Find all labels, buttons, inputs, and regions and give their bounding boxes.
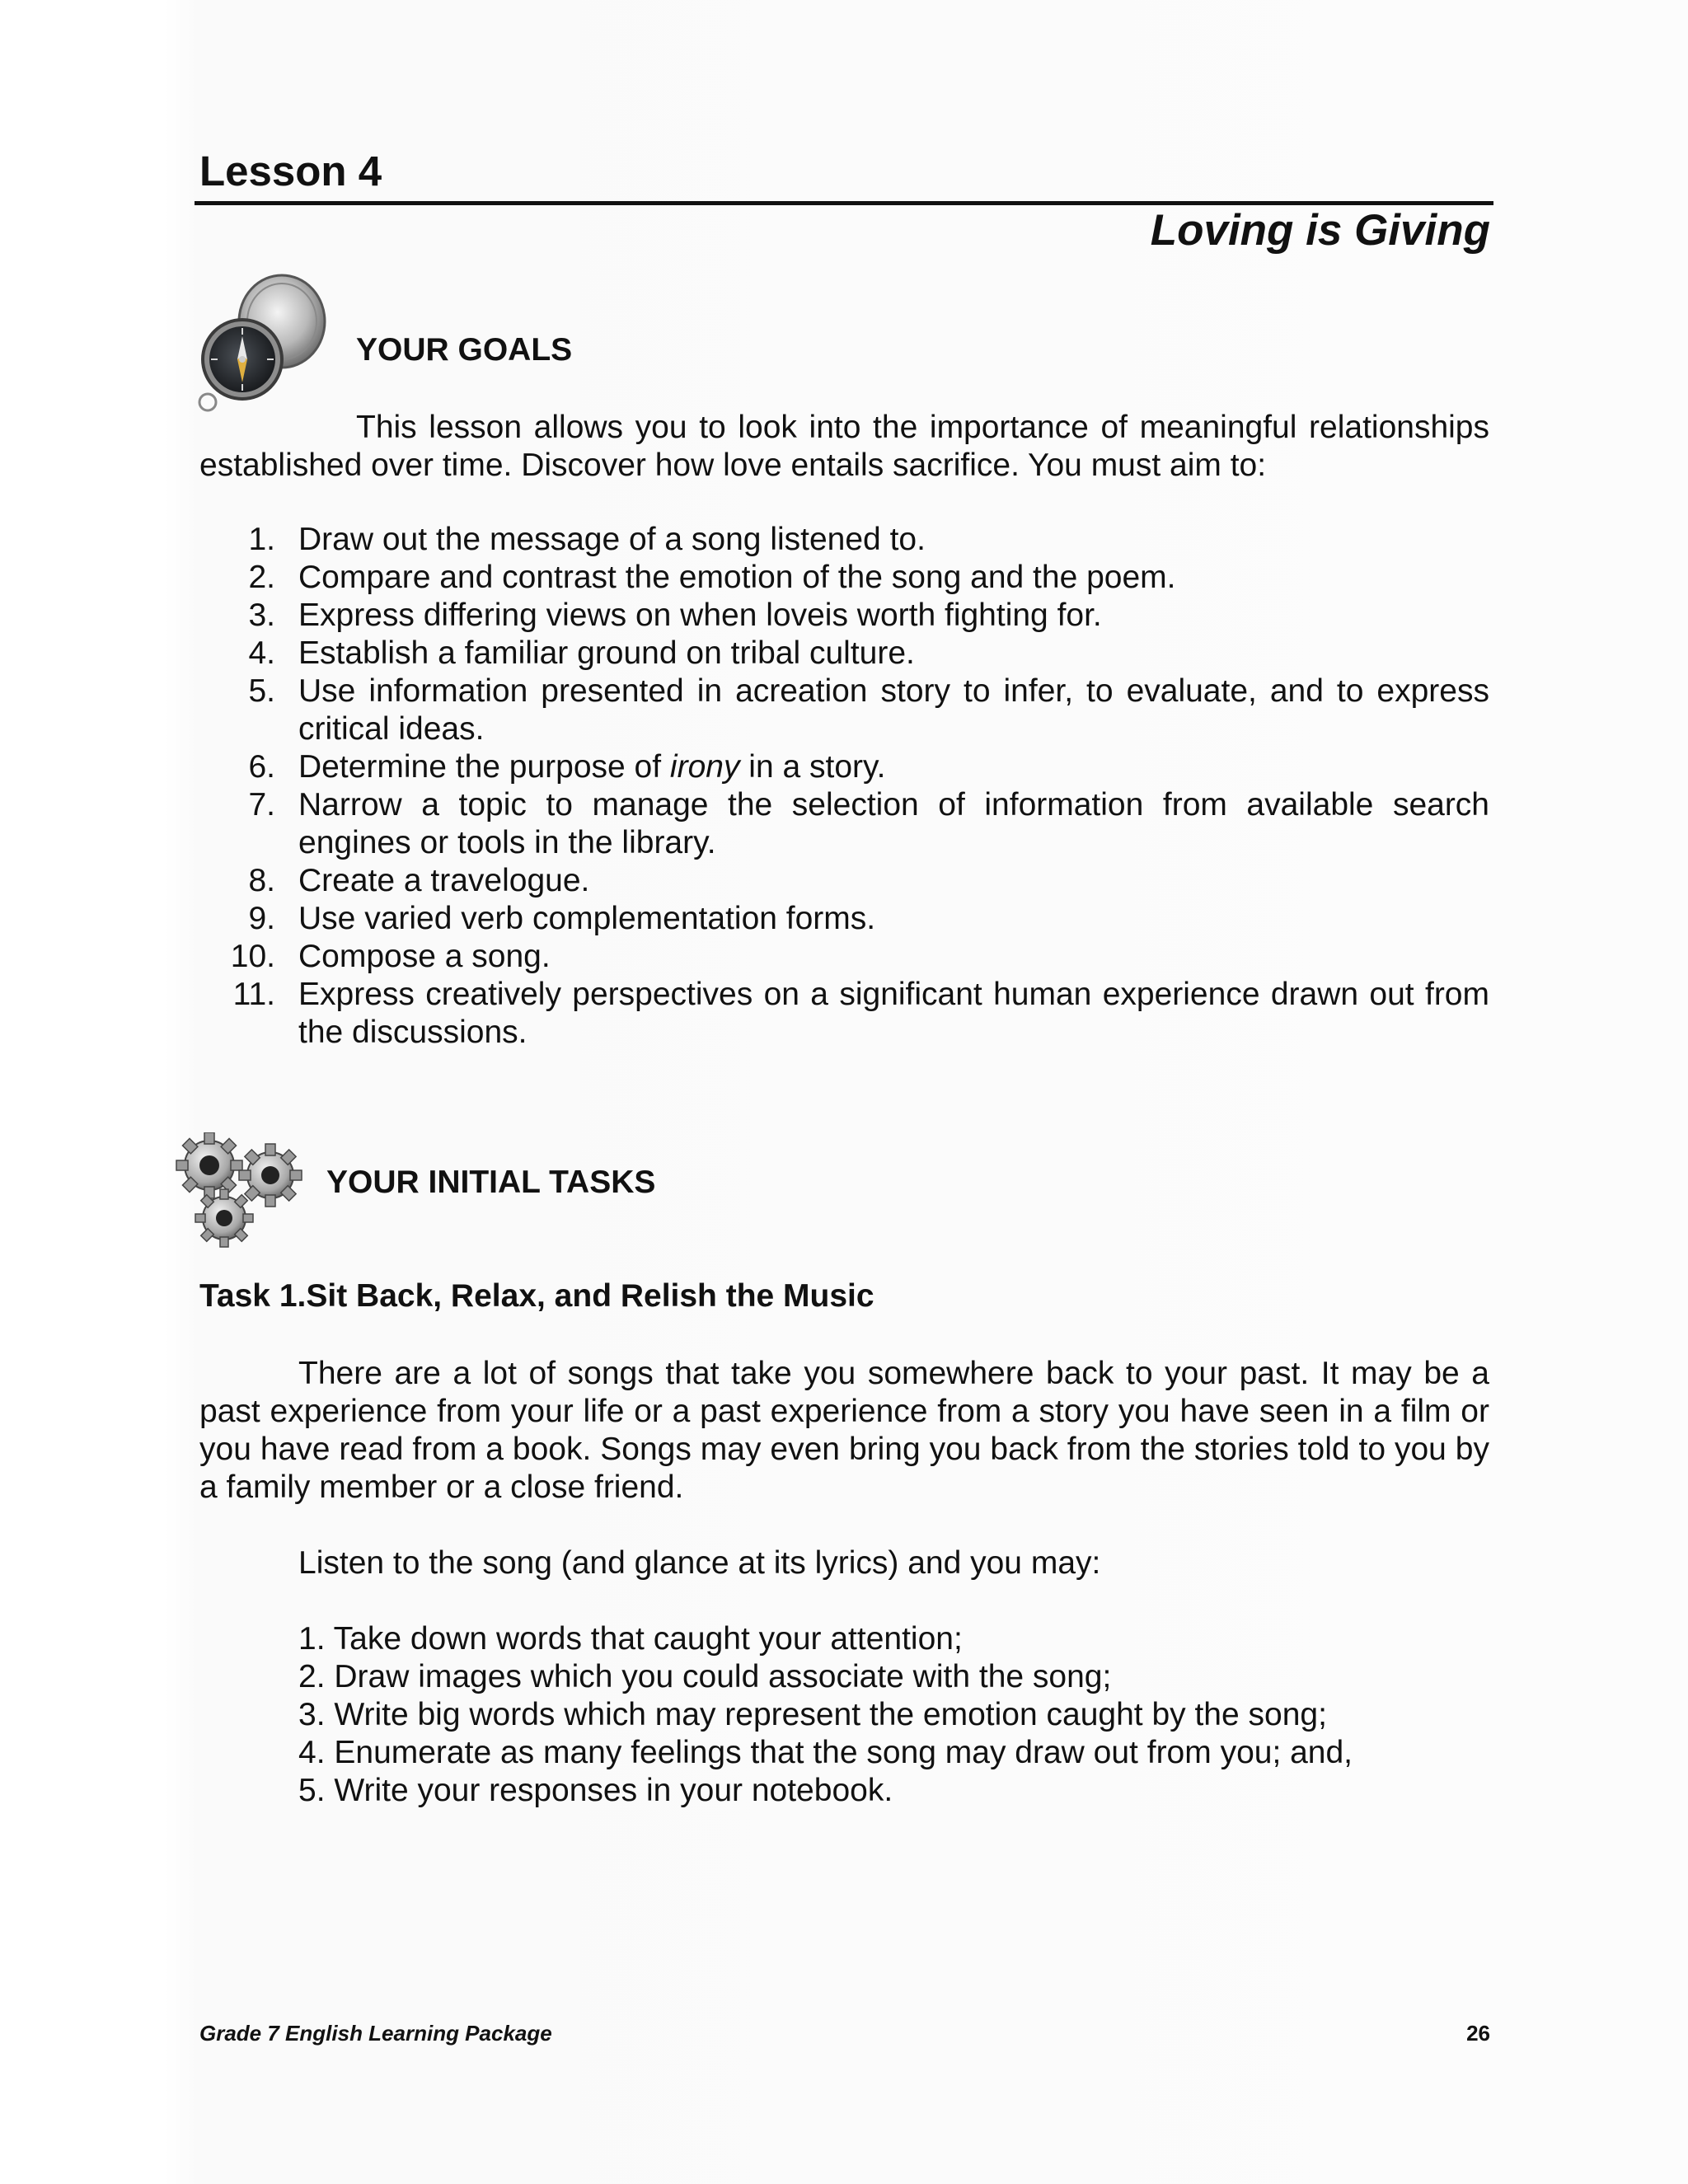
item-number: 4. bbox=[248, 635, 275, 671]
item-text: Narrow a topic to manage the selection of information from available search engines or tools in the library. bbox=[298, 787, 1489, 860]
list-item bbox=[199, 976, 1489, 1052]
gears-icon bbox=[173, 1132, 305, 1248]
list-item bbox=[199, 786, 1489, 862]
item-number: 9. bbox=[248, 901, 275, 936]
item-number: 6. bbox=[248, 749, 275, 785]
item-number: 10. bbox=[230, 939, 275, 974]
list-item bbox=[199, 748, 1489, 786]
compass-icon bbox=[191, 270, 340, 419]
task-title: Task 1.Sit Back, Relax, and Relish the Music bbox=[199, 1278, 874, 1314]
item-number: 2. bbox=[248, 560, 275, 595]
lesson-title: Loving is Giving bbox=[1150, 206, 1490, 255]
list-item bbox=[199, 862, 1489, 900]
list-item bbox=[199, 635, 1489, 673]
list-item: 3. Write big words which may represent the emotion caught by the song; bbox=[298, 1697, 1327, 1732]
lesson-number: Lesson 4 bbox=[199, 148, 382, 194]
item-text: in a story. bbox=[739, 749, 886, 785]
list-item bbox=[199, 597, 1489, 635]
task-paragraph-text: There are a lot of songs that take you somewhere back to your past. It may be a past experience from your life or a past experience from a story you have seen in a film or you have read from a book. Songs may even bring you back from the stories told to you by a family member or a close friend. bbox=[199, 1356, 1489, 1505]
item-text: Express differing views on when loveis worth fighting for. bbox=[298, 598, 1102, 633]
item-text: Draw out the message of a song listened to. bbox=[298, 522, 926, 557]
list-item: 4. Enumerate as many feelings that the song may draw out from you; and, bbox=[298, 1735, 1353, 1770]
goals-intro-text: This lesson allows you to look into the importance of meaningful relationships established over time. Discover how love entails sacrifice. You must aim to: bbox=[199, 410, 1489, 483]
item-text: Use information presented in acreation story to infer, to evaluate, and to express critical ideas. bbox=[298, 673, 1489, 747]
listen-instruction: Listen to the song (and glance at its lyrics) and you may: bbox=[298, 1545, 1101, 1581]
list-item: 1. Take down words that caught your attention; bbox=[298, 1621, 963, 1657]
list-item bbox=[199, 900, 1489, 938]
footer-title: Grade 7 English Learning Package bbox=[199, 2021, 552, 2046]
item-number: 8. bbox=[248, 863, 275, 898]
item-number: 7. bbox=[248, 787, 275, 823]
item-text: Express creatively perspectives on a significant human experience drawn out from the discussions. bbox=[298, 977, 1489, 1050]
list-item: 2. Draw images which you could associate with the song; bbox=[298, 1659, 1112, 1694]
list-item bbox=[199, 938, 1489, 976]
goals-heading: YOUR GOALS bbox=[356, 332, 573, 368]
item-text: Compose a song. bbox=[298, 939, 551, 974]
item-number: 3. bbox=[248, 598, 275, 633]
item-number: 11. bbox=[232, 977, 275, 1012]
item-text: Create a travelogue. bbox=[298, 863, 590, 898]
list-item bbox=[199, 673, 1489, 748]
item-text: Use varied verb complementation forms. bbox=[298, 901, 876, 936]
steps-list bbox=[298, 1620, 1353, 1810]
item-text: Compare and contrast the emotion of the song and the poem. bbox=[298, 560, 1176, 595]
page-number: 26 bbox=[1466, 2021, 1490, 2046]
initial-tasks-heading: YOUR INITIAL TASKS bbox=[326, 1165, 656, 1200]
list-item bbox=[199, 521, 1489, 559]
goals-list bbox=[199, 521, 1489, 1052]
goals-intro bbox=[199, 409, 1489, 485]
item-number: 5. bbox=[248, 673, 275, 709]
item-number: 1. bbox=[248, 522, 275, 557]
list-item bbox=[199, 559, 1489, 597]
task-paragraph bbox=[199, 1355, 1489, 1507]
item-text: Establish a familiar ground on tribal culture. bbox=[298, 635, 915, 671]
list-item: 5. Write your responses in your notebook. bbox=[298, 1773, 893, 1808]
item-text: Determine the purpose of bbox=[298, 749, 670, 785]
emphasis-text: irony bbox=[669, 749, 740, 785]
